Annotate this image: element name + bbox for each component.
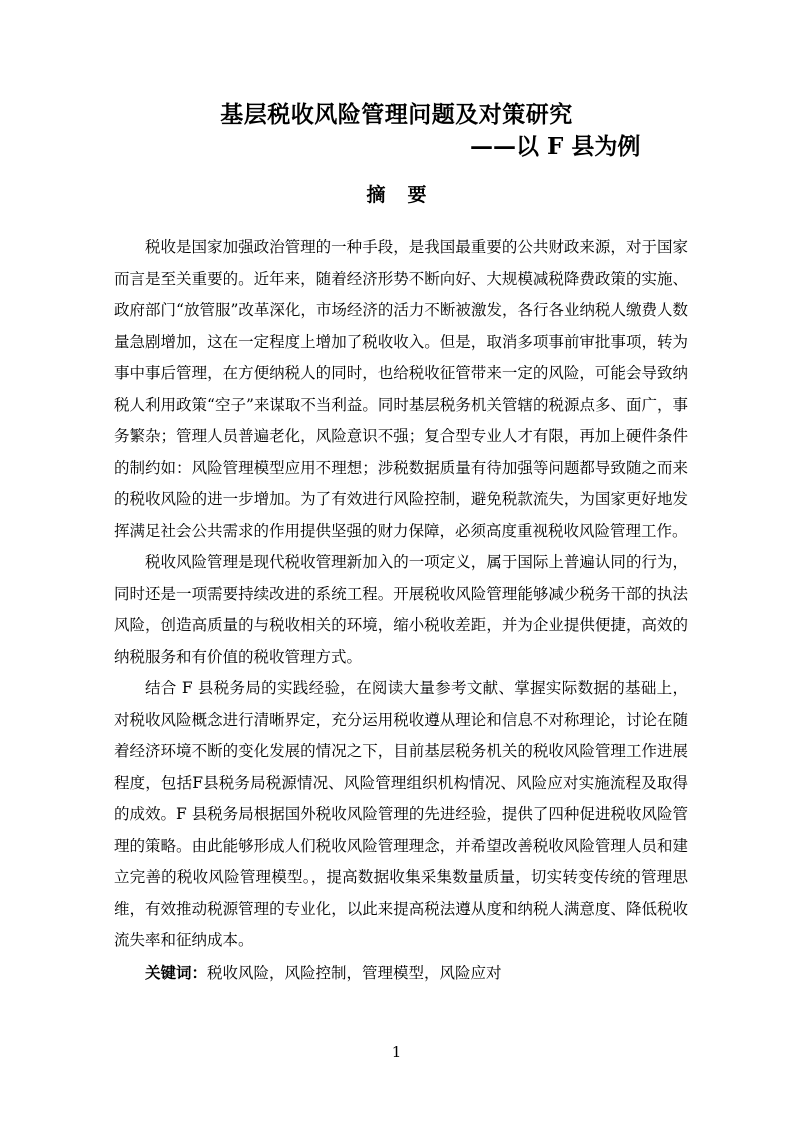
paper-subtitle: ——以 F 县为例 [470, 133, 641, 160]
paper-title: 基层税收风险管理问题及对策研究 [220, 101, 573, 128]
keywords-list: 税收风险，风险控制，管理模型，风险应对 [207, 963, 502, 982]
abstract-body [114, 232, 688, 989]
abstract-paragraph-3: 结合 F 县税务局的实践经验，在阅读大量参考文献、掌握实际数据的基础上，对税收风险概念进行清晰界定，充分运用税收遵从理论和信息不对称理论，讨论在随着经济环境不断的变化发展的情况之下，目前基层税务机关的税收风险管理工作进展程度，包括F县税务局税源情况、风险管理组织机构情况、风险应对实施流程及取得的成效。F 县税务局根据国外税收风险管理的先进经验，提供了四种促进税收风险管理的策略。由此能够形成人们税收风险管理理念，并希望改善税收风险管理人员和建立完善的税收风险管理模型。，提高数据收集采集数量质量，切实转变传统的管理思维，有效推动税源管理的专业化，以此来提高税法遵从度和纳税人满意度、降低税收流失率和征纳成本。 [114, 679, 688, 949]
abstract-paragraph-1: 税收是国家加强政治管理的一种手段，是我国最重要的公共财政来源，对于国家而言是至关重要的。近年来，随着经济形势不断向好、大规模减税降费政策的实施、政府部门“放管服”改革深化，市场经济的活力不断被激发，各行各业纳税人缴费人数量急剧增加，这在一定程度上增加了税收收入。但是，取消多项事前审批事项，转为事中事后管理，在方便纳税人的同时，也给税收征管带来一定的风险，可能会导致纳税人利用政策“空子”来谋取不当利益。同时基层税务机关管辖的税源点多、面广，事务繁杂；管理人员普遍老化，风险意识不强；复合型专业人才有限，再加上硬件条件的制约如：风险管理模型应用不理想；涉税数据质量有待加强等问题都导致随之而来的税收风险的进一步增加。为了有效进行风险控制，避免税款流失，为国家更好地发挥满足社会公共需求的作用提供坚强的财力保障，必须高度重视税收风险管理工作。 [114, 238, 688, 540]
page-number: 1 [391, 1043, 402, 1061]
abstract-paragraph-2: 税收风险管理是现代税收管理新加入的一项定义，属于国际上普遍认同的行为，同时还是一项需要持续改进的系统工程。开展税收风险管理能够减少税务干部的执法风险，创造高质量的与税收相关的环境，缩小税收差距，并为企业提供便捷，高效的纳税服务和有价值的税收管理方式。 [114, 553, 688, 666]
keywords-line [114, 957, 688, 990]
keywords-label: 关键词： [145, 962, 208, 982]
abstract-heading: 摘要 [366, 184, 449, 206]
